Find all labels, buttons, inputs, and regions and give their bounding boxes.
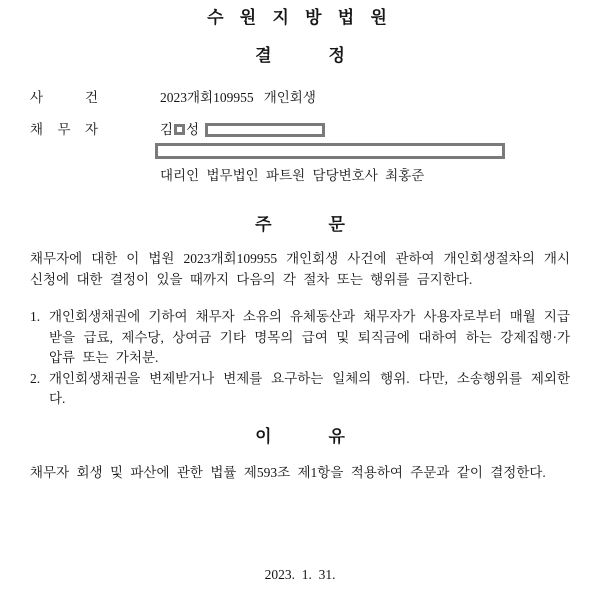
redaction-box-small — [205, 123, 325, 137]
attorney-line: 대리인 법무법인 파트원 담당변호사 최홍준 — [160, 168, 425, 183]
case-label-char: 건 — [84, 90, 98, 105]
case-label — [30, 89, 98, 106]
order-item-number: 2. — [30, 370, 41, 386]
order-heading-char-left: 주 — [255, 215, 272, 234]
order-heading-char-right: 문 — [328, 215, 345, 234]
order-item — [30, 307, 570, 369]
reason-heading-char-left: 이 — [255, 426, 272, 446]
order-item — [30, 369, 570, 410]
decision-date: 2023. 1. 31. — [264, 567, 336, 582]
case-label-char: 사 — [30, 90, 44, 105]
order-heading — [30, 215, 570, 235]
reason-heading-char-right: 유 — [328, 426, 345, 446]
order-intro-paragraph: 채무자에 대한 이 법원 2023개회109955 개인회생 사건에 관하여 개인회생절차의 개시 신청에 대한 결정이 있을 때까지 다음의 각 절차 또는 행위를 금지한다. — [30, 251, 570, 287]
debtor-label-char: 자 — [84, 122, 98, 137]
debtor-label-char: 채 — [30, 122, 44, 137]
case-number-value: 2023개회109955 개인회생 — [160, 90, 316, 105]
debtor-name-last: 성 — [186, 122, 200, 137]
order-item-number: 1. — [30, 309, 41, 324]
case-number-row — [30, 89, 570, 106]
redaction-box-wide — [155, 143, 505, 159]
court-name-title: 수 원 지 방 법 원 — [207, 8, 393, 27]
doc-type-char-left: 결 — [255, 46, 272, 65]
reason-paragraph: 채무자 회생 및 파산에 관한 법률 제593조 제1항을 적용하여 주문과 같이 결정한다. — [30, 464, 546, 480]
order-item-text: 개인회생채권을 변제받거나 변제를 요구하는 일체의 행위. 다만, 소송행위를 제외한다. — [49, 370, 570, 406]
doc-type-heading — [30, 46, 570, 66]
redaction-square — [174, 124, 185, 135]
debtor-name-first: 김 — [160, 122, 174, 137]
debtor-label — [30, 121, 98, 138]
debtor-row — [30, 121, 570, 138]
doc-type-char-right: 정 — [328, 46, 345, 65]
debtor-label-char: 무 — [57, 122, 71, 137]
order-list — [30, 307, 570, 410]
case-info-block — [30, 89, 570, 184]
debtor-name — [160, 121, 325, 138]
order-item-text: 개인회생채권에 기하여 채무자 소유의 유체동산과 채무자가 사용자로부터 매월 지급받을 급료, 제수당, 상여금 기타 명목의 급여 및 퇴직금에 대하여 하는 강제집행·가압류 또는 가처분. — [49, 309, 570, 365]
reason-heading — [30, 427, 570, 447]
